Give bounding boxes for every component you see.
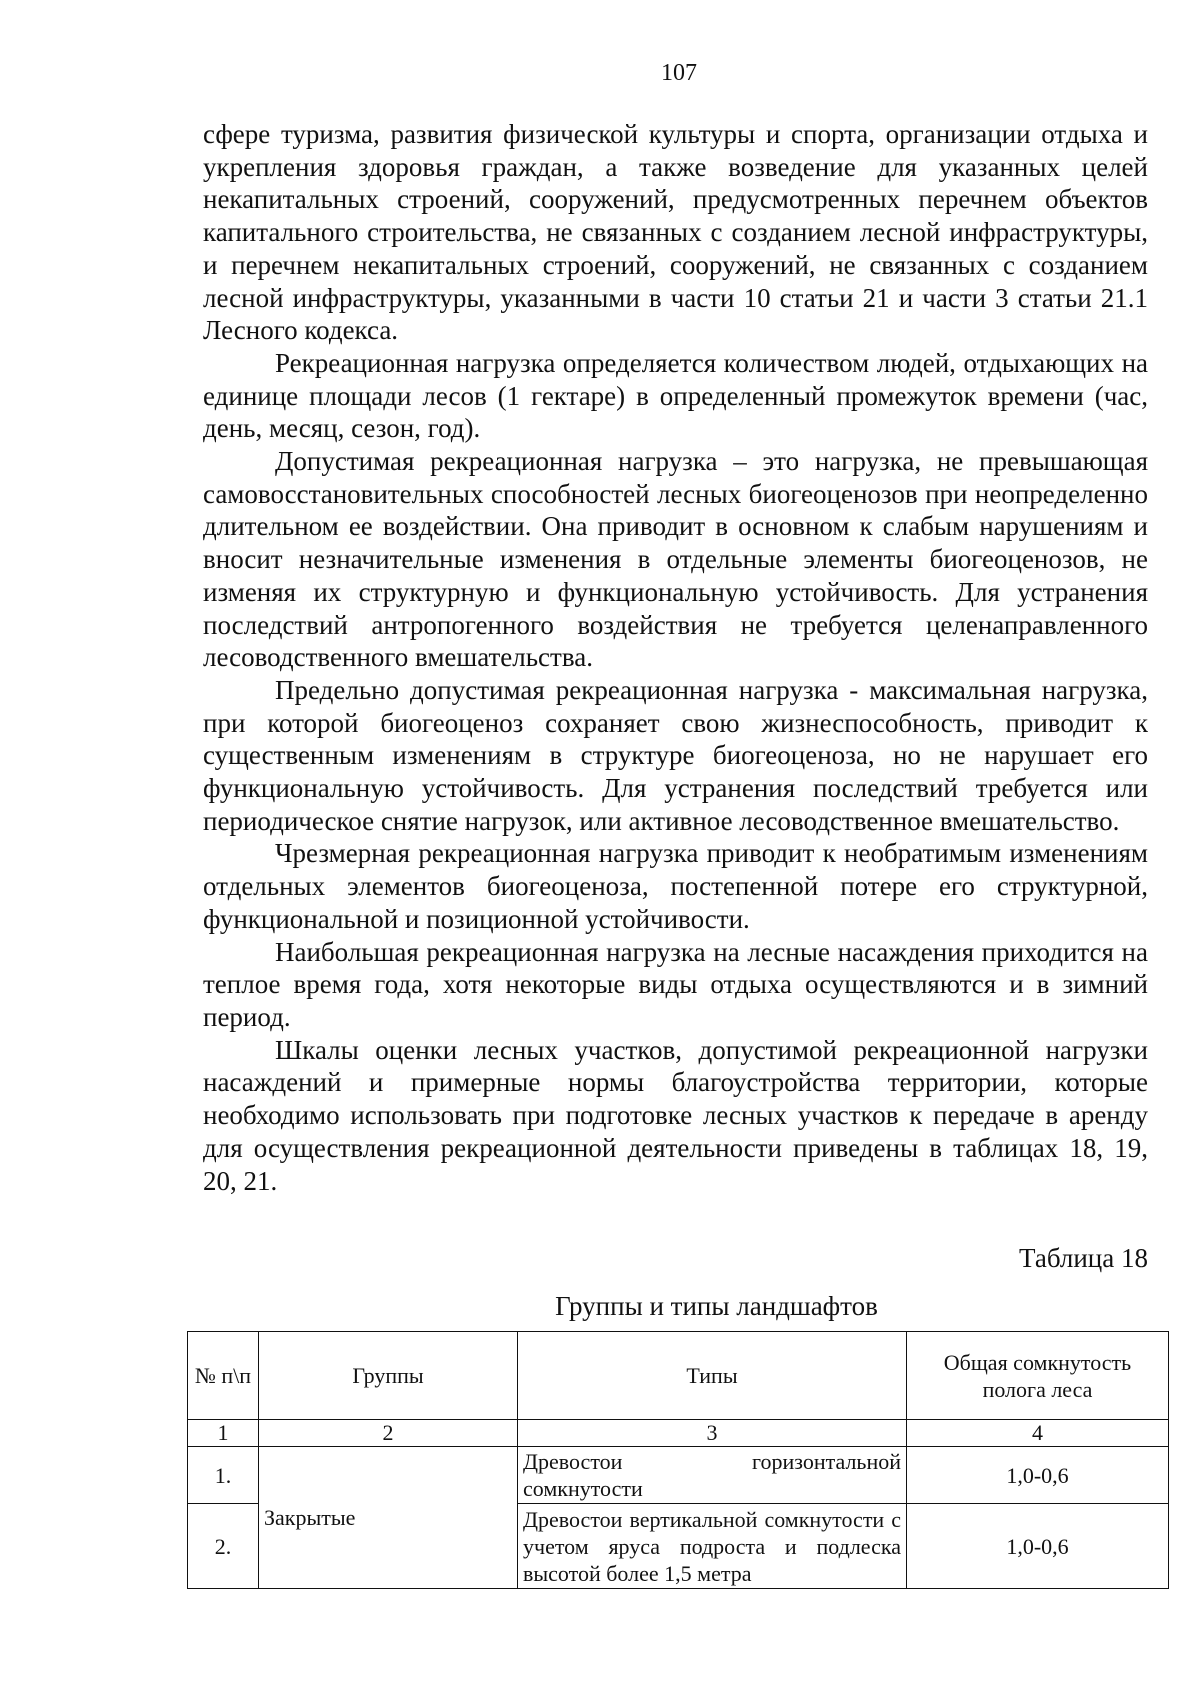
row-type: Древостои вертикальной сомкнутости с учетом яруса подроста и подлеска высотой более 1,5 метра xyxy=(518,1504,907,1589)
paragraph: Чрезмерная рекреационная нагрузка приводит к необратимым изменениям отдельных элементов биогеоценоза, постепенной потере его структурной, функциональной и позиционной устойчивости. xyxy=(203,838,1148,934)
row-type-word: горизонтальной xyxy=(752,1449,901,1474)
paragraph: сфере туризма, развития физической культуры и спорта, организации отдыха и укрепления здоровья граждан, а также возведение для указанных целей некапитальных строений, сооружений, предусмотренных перечнем объектов капитального строительства, не связанных с созданием лесной инфраструктуры, и перечнем некапитальных строений, сооружений, не связанных с созданием лесной инфраструктуры, указанными в части 10 статьи 21 и части 3 статьи 21.1 Лесного кодекса. xyxy=(203,119,1148,346)
paragraph: Шкалы оценки лесных участков, допустимой рекреационной нагрузки насаждений и примерные нормы благоустройства территории, которые необходимо использовать при подготовке лесных участков к передаче в аренду для осуществления рекреационной деятельности приведены в таблицах 18, 19, 20, 21. xyxy=(203,1034,1148,1196)
column-number: 2 xyxy=(259,1420,518,1447)
body-text xyxy=(203,118,1148,1197)
row-type-first-line xyxy=(523,1448,901,1475)
paragraph: Рекреационная нагрузка определяется количеством людей, отдыхающих на единице площади лесов (1 гектаре) в определенный промежуток времени (час, день, месяц, сезон, год). xyxy=(203,347,1148,444)
row-closure: 1,0-0,6 xyxy=(907,1504,1169,1589)
row-type xyxy=(518,1447,907,1504)
table-title: Группы и типы ландшафтов xyxy=(555,1291,878,1321)
column-number-row xyxy=(188,1420,1169,1447)
column-number: 3 xyxy=(518,1420,907,1447)
table-row xyxy=(188,1447,1169,1504)
header-cell-closure: Общая сомкнутость полога леса xyxy=(907,1332,1169,1420)
page-number: 107 xyxy=(661,60,697,86)
row-type-rest: сомкнутости xyxy=(523,1476,643,1501)
header-cell-number: № п\п xyxy=(188,1332,259,1420)
header-cell-types: Типы xyxy=(518,1332,907,1420)
row-number: 2. xyxy=(188,1504,259,1589)
column-number: 1 xyxy=(188,1420,259,1447)
landscape-table xyxy=(187,1331,1169,1589)
column-number: 4 xyxy=(907,1420,1169,1447)
row-number: 1. xyxy=(188,1447,259,1504)
row-group: Закрытые xyxy=(259,1447,518,1589)
table-label: Таблица 18 xyxy=(1019,1243,1148,1273)
table-header-row xyxy=(188,1332,1169,1420)
paragraph: Допустимая рекреационная нагрузка – это нагрузка, не превышающая самовосстановительных способностей лесных биогеоценозов при неопределенно длительном ее воздействии. Она приводит в основном к слабым нарушениям и вносит незначительные изменения в отдельные элементы биогеоценозов, не изменяя их структурную и функциональную устойчивость. Для устранения последствий антропогенного воздействия не требуется целенаправленного лесоводственного вмешательства. xyxy=(203,446,1148,673)
paragraph: Предельно допустимая рекреационная нагрузка - максимальная нагрузка, при которой биогеоценоз сохраняет свою жизнеспособность, приводит к существенным изменениям в структуре биогеоценоза, но не нарушает его функциональную устойчивость. Для устранения последствий требуется или периодическое снятие нагрузок, или активное лесоводственное вмешательство. xyxy=(203,674,1148,836)
header-cell-groups: Группы xyxy=(259,1332,518,1420)
paragraph: Наибольшая рекреационная нагрузка на лесные насаждения приходится на теплое время года, хотя некоторые виды отдыха осуществляются и в зимний период. xyxy=(203,936,1148,1032)
row-type-word: Древостои xyxy=(523,1449,623,1474)
row-closure: 1,0-0,6 xyxy=(907,1447,1169,1504)
